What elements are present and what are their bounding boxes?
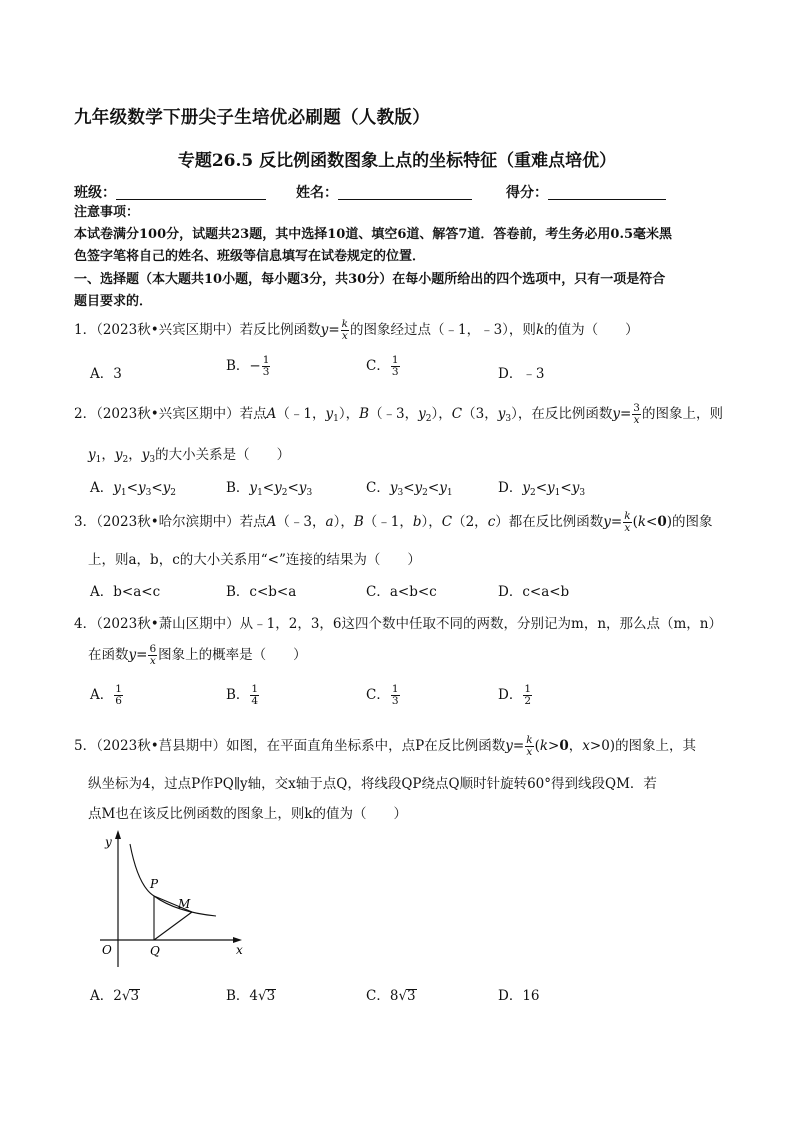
q2-option-c[interactable]: C．$y_3<y_2<y_1$ (366, 480, 453, 498)
name-blank[interactable] (338, 185, 472, 200)
segment-qm (154, 912, 192, 940)
y-axis-label: y (105, 835, 112, 849)
coordinate-figure (86, 826, 266, 974)
question-3-stem: 3．（2023秋•哈尔滨期中）若点A（﹣3，a），B（﹣1，b），C（2，c）都在反比例函数y= $\frac{k}{x}$ (k<0)的图象 (74, 510, 713, 534)
score-blank[interactable] (548, 185, 666, 200)
q2-option-b[interactable]: B．$y_1<y_2<y_3$ (226, 480, 313, 498)
name-field (296, 182, 472, 202)
question-4-line-2: 在函数y= $\frac{6}{x}$ 图象上的概率是（ ） (88, 643, 307, 667)
class-blank[interactable] (116, 185, 266, 200)
q5-option-d[interactable]: D．16 (498, 988, 540, 1004)
class-field (74, 182, 266, 202)
hyperbola-curve (130, 844, 216, 916)
y-axis-arrow-icon (115, 830, 121, 839)
page-subtitle: 专题26.5 反比例函数图象上点的坐标特征（重难点培优） (177, 151, 617, 171)
question-3-line-2: 上，则a，b，c的大小关系用“<”连接的结果为（ ） (88, 552, 421, 568)
question-5-line-3: 点M也在该反比例函数的图象上，则k的值为（ ） (88, 806, 408, 822)
q3-option-a[interactable]: A．b<a<c (90, 584, 161, 600)
q5-option-a[interactable]: A．2√3 (90, 988, 140, 1004)
q1-option-d[interactable]: D．﹣3 (498, 366, 545, 382)
question-2-line-2: $y_1$，$y_2$，$y_3$的大小关系是（ ） (88, 447, 291, 465)
q1-option-b[interactable]: B．− $\frac{1}{3}$ (226, 354, 270, 378)
q3-option-c[interactable]: C．a<b<c (366, 584, 437, 600)
origin-label: O (102, 943, 112, 957)
point-q-label: Q (150, 944, 160, 958)
x-axis-label: x (236, 943, 243, 957)
fraction-k-over-x: $\frac{k}{x}$ (341, 318, 348, 342)
score-field (506, 182, 666, 202)
notes-line-1: 本试卷满分100分，试题共23题，其中选择10道、填空6道、解答7道．答卷前，考生务必用0.5毫米黑 (74, 227, 673, 242)
section-heading-line-1: 一、选择题（本大题共10小题，每小题3分，共30分）在每小题所给出的四个选项中，只有一项是符合 (74, 272, 666, 287)
question-2-stem: 2．（2023秋•兴宾区期中）若点A（﹣1，$y_1$），B（﹣3，$y_2$），C（3，$y_3$），在反比例函数y= $\frac{3}{x}$ 的图象上，则 (74, 402, 723, 426)
q5-option-b[interactable]: B．4√3 (226, 988, 276, 1004)
q4-option-b[interactable]: B． $\frac{1}{4}$ (226, 683, 259, 707)
page-title: 九年级数学下册尖子生培优必刷题（人教版） (74, 108, 430, 128)
q2-option-a[interactable]: A．$y_1<y_3<y_2$ (90, 480, 176, 498)
q1-option-c[interactable]: C． $\frac{1}{3}$ (366, 354, 399, 378)
q3-option-b[interactable]: B．c<b<a (226, 584, 297, 600)
q1-option-a[interactable]: A．3 (90, 366, 122, 382)
question-4-stem: 4．（2023秋•萧山区期中）从﹣1，2，3，6这四个数中任取不同的两数，分别记为m，n，那么点（m，n） (74, 616, 723, 632)
question-5-line-2: 纵坐标为4，过点P作PQ∥y轴，交x轴于点Q，将线段QP绕点Q顺时针旋转60°得到线段QM．若 (88, 776, 657, 792)
q5-option-c[interactable]: C．8√3 (366, 988, 416, 1004)
section-heading-line-2: 题目要求的． (74, 294, 153, 309)
q4-option-d[interactable]: D． $\frac{1}{2}$ (498, 683, 532, 707)
notes-line-2: 色签字笔将自己的姓名、班级等信息填写在试卷规定的位置． (74, 249, 426, 264)
class-label: 班级： (74, 185, 116, 201)
q4-option-c[interactable]: C． $\frac{1}{3}$ (366, 683, 399, 707)
notes-heading: 注意事项： (74, 205, 140, 220)
question-1-stem: 1．（2023秋•兴宾区期中）若反比例函数y= $\frac{k}{x}$ 的图象经过点（﹣1，﹣3），则k的值为（ ） (74, 318, 639, 342)
question-5-stem: 5．（2023秋•莒县期中）如图，在平面直角坐标系中，点P在反比例函数y= $\frac{k}{x}$ (k>0，x>0)的图象上，其 (74, 734, 697, 758)
q3-option-d[interactable]: D．c<a<b (498, 584, 570, 600)
score-label: 得分： (506, 185, 548, 201)
point-p-label: P (150, 877, 159, 891)
name-label: 姓名： (296, 185, 338, 201)
q4-option-a[interactable]: A． $\frac{1}{6}$ (90, 683, 122, 707)
q2-option-d[interactable]: D．$y_2<y_1<y_3$ (498, 480, 586, 498)
point-m-label: M (178, 897, 191, 911)
